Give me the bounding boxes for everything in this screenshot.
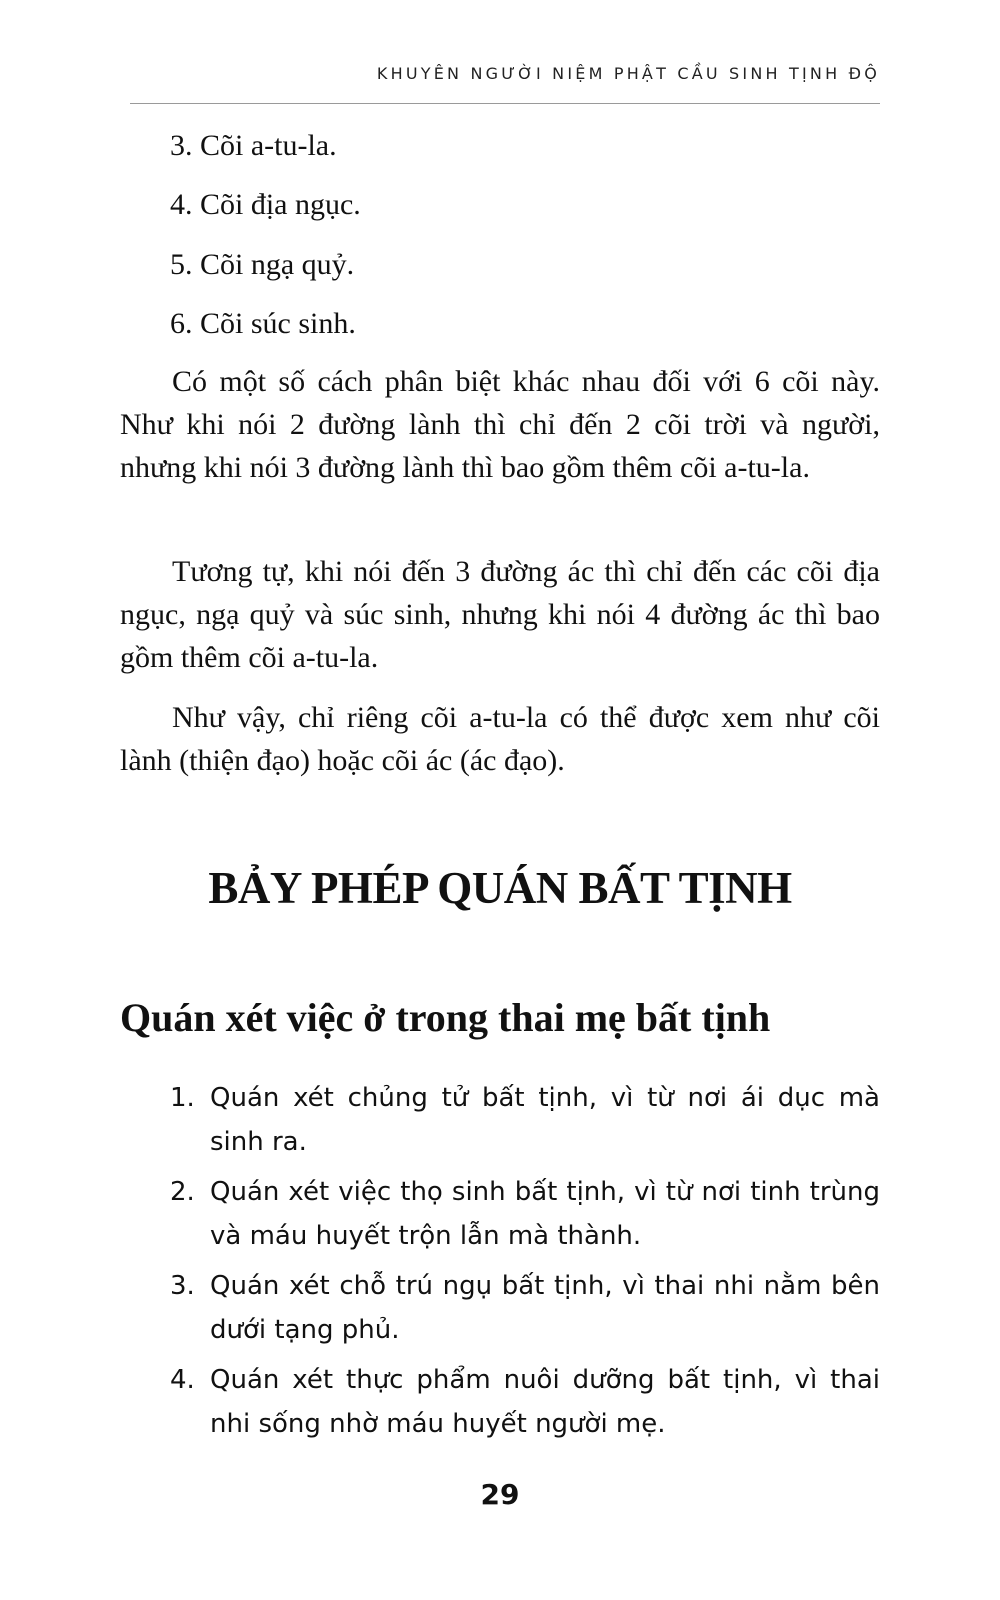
contemplation-list bbox=[170, 1076, 880, 1446]
list-number: 2. bbox=[170, 1177, 195, 1207]
list-text: Quán xét chủng tử bất tịnh, vì từ nơi ái dục mà sinh ra. bbox=[210, 1083, 880, 1157]
list-text: Quán xét thực phẩm nuôi dưỡng bất tịnh, vì thai nhi sống nhờ máu huyết người mẹ. bbox=[210, 1365, 880, 1439]
list-text: Quán xét việc thọ sinh bất tịnh, vì từ nơi tinh trùng và máu huyết trộn lẫn mà thành. bbox=[210, 1177, 880, 1251]
running-head: KHUYÊN NGƯỜI NIỆM PHẬT CẦU SINH TỊNH ĐỘ bbox=[376, 64, 880, 83]
list-number: 1. bbox=[170, 1083, 195, 1113]
list-number: 3. bbox=[170, 1271, 195, 1301]
page-number: 29 bbox=[480, 1478, 520, 1511]
realm-item-3: 3. Cõi a-tu-la. bbox=[170, 129, 337, 162]
chapter-title: BẢY PHÉP QUÁN BẤT TỊNH bbox=[208, 863, 792, 913]
header-divider bbox=[130, 103, 880, 104]
list-item bbox=[170, 1358, 880, 1446]
paragraph-evil-paths: Tương tự, khi nói đến 3 đường ác thì chỉ đến các cõi địa ngục, ngạ quỷ và súc sinh, nhưng khi nói 4 đường ác thì bao gồm thêm cõi a-tu-la. bbox=[120, 555, 880, 674]
paragraph-asura: Như vậy, chỉ riêng cõi a-tu-la có thể được xem như cõi lành (thiện đạo) hoặc cõi ác (ác đạo). bbox=[120, 701, 880, 777]
list-number: 4. bbox=[170, 1365, 195, 1395]
list-item bbox=[170, 1076, 880, 1164]
list-item bbox=[170, 1264, 880, 1352]
realm-item-6: 6. Cõi súc sinh. bbox=[170, 307, 356, 340]
section-title: Quán xét việc ở trong thai mẹ bất tịnh bbox=[120, 995, 771, 1040]
paragraph-six-realms: Có một số cách phân biệt khác nhau đối với 6 cõi này. Như khi nói 2 đường lành thì chỉ đến 2 cõi trời và người, nhưng khi nói 3 đường lành thì bao gồm thêm cõi a-tu-la. bbox=[120, 365, 880, 484]
list-text: Quán xét chỗ trú ngụ bất tịnh, vì thai nhi nằm bên dưới tạng phủ. bbox=[210, 1271, 880, 1345]
realm-item-4: 4. Cõi địa ngục. bbox=[170, 188, 361, 221]
list-item bbox=[170, 1170, 880, 1258]
realm-item-5: 5. Cõi ngạ quỷ. bbox=[170, 248, 355, 281]
